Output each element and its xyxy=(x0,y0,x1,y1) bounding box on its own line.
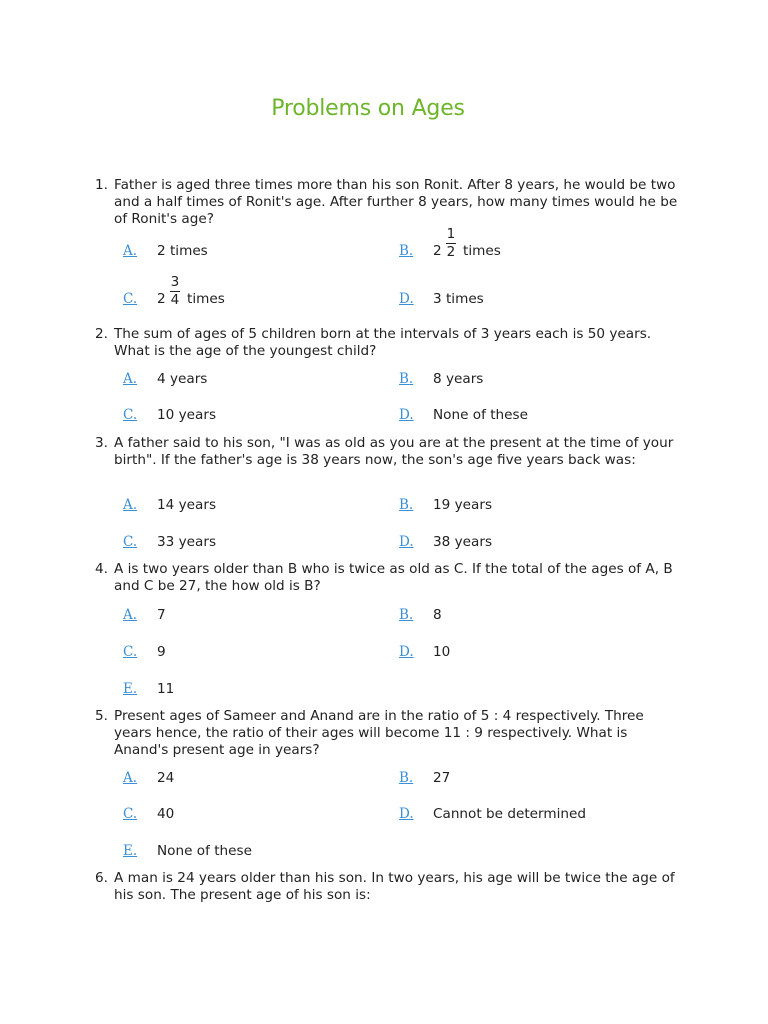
question-3 xyxy=(88,435,678,469)
option-link[interactable]: D. xyxy=(399,644,414,660)
option-value: 7 xyxy=(157,607,166,623)
option-link[interactable]: B. xyxy=(399,770,414,786)
question-number: 1. xyxy=(95,177,108,193)
question-5 xyxy=(88,708,678,758)
fraction-unit: times xyxy=(187,291,225,307)
option-link[interactable]: C. xyxy=(123,407,138,423)
question-text: The sum of ages of 5 children born at the intervals of 3 years each is 50 years. What is the age of the youngest child? xyxy=(114,326,652,359)
option-value: 9 xyxy=(157,644,166,660)
option-value: 4 years xyxy=(157,371,208,387)
fraction-numerator: 1 xyxy=(446,226,456,242)
fraction-whole: 2 xyxy=(157,291,166,307)
question-4 xyxy=(88,561,678,595)
option-link[interactable]: C. xyxy=(123,806,138,822)
option-link[interactable]: D. xyxy=(399,806,414,822)
question-number: 2. xyxy=(95,326,108,342)
question-text: A father said to his son, "I was as old as you are at the present at the time of your birth". If the father's age is 38 years now, the son's age five years back was: xyxy=(114,435,674,468)
option-value: 2 times xyxy=(157,243,208,259)
option-value: 19 years xyxy=(433,497,493,513)
option-link[interactable]: E. xyxy=(123,843,138,859)
question-2 xyxy=(88,326,678,360)
option-value: 10 years xyxy=(157,407,217,423)
option-value: 10 xyxy=(433,644,451,660)
fraction xyxy=(445,226,457,261)
question-number: 3. xyxy=(95,435,108,451)
fraction-unit: times xyxy=(463,243,501,259)
question-1 xyxy=(88,177,678,227)
option-link[interactable]: C. xyxy=(123,534,138,550)
option-value: 11 xyxy=(157,681,175,697)
question-text: Present ages of Sameer and Anand are in the ratio of 5 : 4 respectively. Three years hence, the ratio of their ages will become 11 : 9 respectively. What is Anand's present age in years? xyxy=(114,708,644,758)
option-value: 27 xyxy=(433,770,451,786)
fraction-denominator: 4 xyxy=(170,292,180,308)
option-link[interactable]: D. xyxy=(399,534,414,550)
question-number: 6. xyxy=(95,870,108,886)
option-link[interactable]: B. xyxy=(399,243,414,259)
option-link[interactable]: A. xyxy=(123,770,138,786)
question-text: Father is aged three times more than his son Ronit. After 8 years, he would be two and a half times of Ronit's age. After further 8 years, how many times would he be of Ronit's age? xyxy=(114,177,678,227)
question-number: 5. xyxy=(95,708,108,724)
option-value: None of these xyxy=(433,407,528,423)
option-link[interactable]: C. xyxy=(123,291,138,307)
question-text: A man is 24 years older than his son. In two years, his age will be twice the age of his son. The present age of his son is: xyxy=(114,870,675,903)
fraction-whole: 2 xyxy=(433,243,442,259)
option-value: 8 years xyxy=(433,371,484,387)
question-text: A is two years older than B who is twice as old as C. If the total of the ages of A, B and C be 27, the how old is B? xyxy=(114,561,673,594)
option-value: Cannot be determined xyxy=(433,806,586,822)
question-number: 4. xyxy=(95,561,108,577)
option-value: 3 times xyxy=(433,291,484,307)
option-link[interactable]: C. xyxy=(123,644,138,660)
fraction-denominator: 2 xyxy=(446,244,456,260)
option-link[interactable]: A. xyxy=(123,371,138,387)
option-link[interactable]: E. xyxy=(123,681,138,697)
option-link[interactable]: B. xyxy=(399,497,414,513)
fraction xyxy=(169,274,181,309)
page-title: Problems on Ages xyxy=(271,96,465,121)
option-link[interactable]: B. xyxy=(399,371,414,387)
fraction-numerator: 3 xyxy=(170,274,180,290)
option-link[interactable]: D. xyxy=(399,407,414,423)
option-value: 8 xyxy=(433,607,442,623)
option-value: 33 years xyxy=(157,534,217,550)
option-value: 24 xyxy=(157,770,175,786)
option-value: 38 years xyxy=(433,534,493,550)
option-link[interactable]: B. xyxy=(399,607,414,623)
option-value: 14 years xyxy=(157,497,217,513)
question-6 xyxy=(88,870,678,904)
option-value: None of these xyxy=(157,843,252,859)
option-link[interactable]: D. xyxy=(399,291,414,307)
option-link[interactable]: A. xyxy=(123,243,138,259)
option-value: 40 xyxy=(157,806,175,822)
option-link[interactable]: A. xyxy=(123,497,138,513)
option-link[interactable]: A. xyxy=(123,607,138,623)
